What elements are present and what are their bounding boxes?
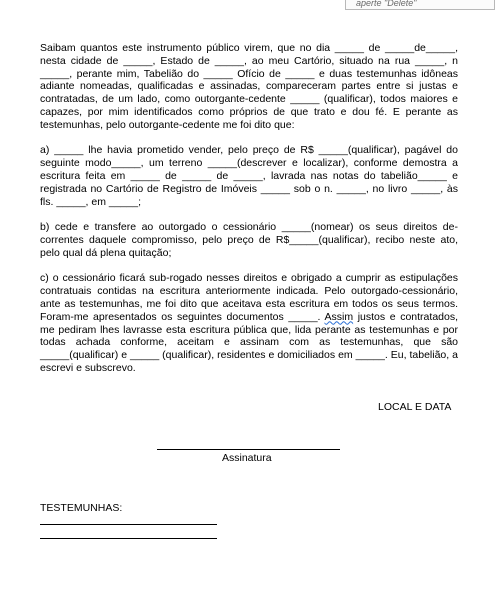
signature-label: Assinatura: [222, 452, 272, 464]
witness-signature-line-1: [40, 524, 217, 525]
intro-paragraph: Saibam quantos este instrumento público virem, que no dia _____ de _____de_____, nesta cidade de _____, Estado de _____, ao meu Cartório, situado na rua _____, n _____, perante mim, Tabelião do _____ Ofício de _____ e duas testemunhas idôneas adiante nomeadas, qualificadas e assinadas, compareceram partes entre si justas e contratadas, de um lado, como outorgante-cedente _____ (qualificar), todos maiores e capazes, por mim identificados como próprios de que trato e dou fé. E perante as testemunhas, pelo outorgante-cedente me foi dito que:: [40, 42, 458, 131]
local-e-data: LOCAL E DATA: [378, 401, 452, 413]
delete-hint-box: [345, 0, 495, 10]
signature-line: [157, 449, 340, 450]
clause-b-paragraph: b) cede e transfere ao outorgado o cessionário _____(nomear) os seus direitos decorrentes daquele compromisso, pelo preço de R$_____(qualificar), recibo neste ato, pelo qual dá plena quitação;: [40, 221, 458, 259]
spellcheck-flagged-word: Assim: [324, 310, 354, 323]
witness-signature-line-2: [40, 538, 217, 539]
clause-c-paragraph: [40, 272, 458, 374]
clause-c-text-start: c) o cessionário ficará sub-rogado nesses direitos e obrigado a cumprir as estipulações contratuais contidas na escritura anteriormente indicada. Pelo outorgado-cessionário, ante as testemunhas, me foi dito que aceitava esta escritura em todos os seus termos. Foram-me apresentados os seguintes documentos _____.: [40, 272, 458, 323]
document-body: [40, 42, 458, 375]
delete-hint-text: aperte "Delete": [356, 0, 417, 8]
clause-c-text-end: justos e contratados, me pediram lhes lavrasse esta escritura pública que, lida perante as testemunhas e por todas achada conforme, aceitam e assinam com as testemunhas, que são _____(qualificar) e _____ (qualificar), residentes e domiciliados em _____. Eu, tabelião, a escrevi e subscrevo.: [40, 310, 458, 374]
clause-a-paragraph: a) _____ lhe havia prometido vender, pelo preço de R$ _____(qualificar), pagável do seguinte modo_____, um terreno _____(descrever e localizar), conforme demostra a escritura feita em _____ de _____ de _____, lavrada nas notas do tabelião_____ e registrada no Cartório de Registro de Imóveis _____ sob o n. _____, no livro _____, às fls. _____, em _____;: [40, 144, 458, 208]
witnesses-label: TESTEMUNHAS:: [40, 502, 123, 514]
